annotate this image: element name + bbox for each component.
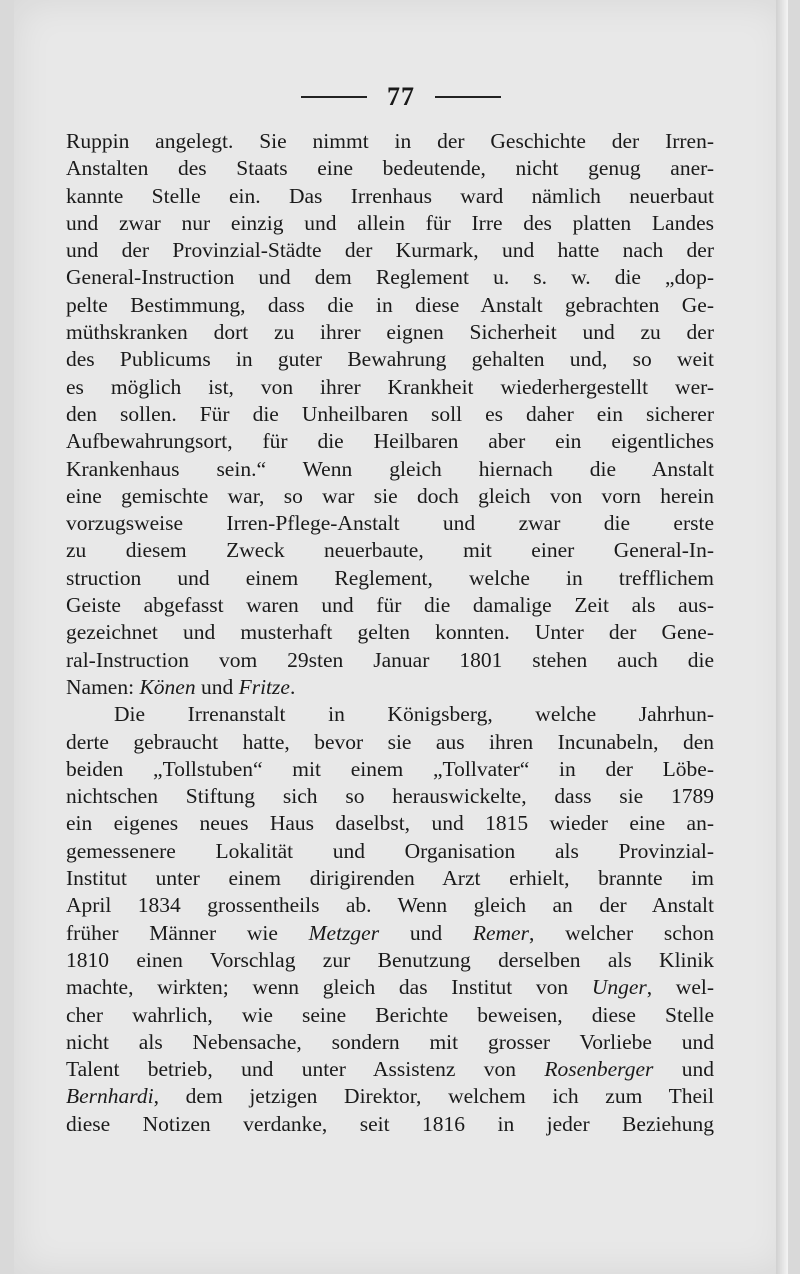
page-header — [14, 82, 788, 112]
text-run: , welcher schon — [528, 920, 714, 945]
text-run: , dem jetzigen Direktor, welchem ich zum Theil — [153, 1084, 714, 1109]
italic-name: Remer — [472, 920, 529, 945]
italic-name: Metzger — [308, 920, 380, 945]
text-line: vorzugsweise Irren-Pflege-Anstalt und zwar die erste — [66, 511, 714, 536]
text-line: den sollen. Für die Unheilbaren soll es daher ein sicherer — [66, 401, 714, 426]
text-line: es möglich ist, von ihrer Krankheit wiederhergestellt wer- — [66, 374, 714, 399]
text-run: und — [379, 920, 473, 945]
text-line: nichtschen Stiftung sich so herauswickelte, dass sie 1789 — [66, 784, 714, 809]
text-line: diese Notizen verdanke, seit 1816 in jeder Beziehung — [66, 1111, 714, 1136]
text-line: müthskranken dort zu ihrer eignen Sicherheit und zu der — [66, 320, 714, 345]
italic-name: Rosenberger — [544, 1057, 654, 1082]
text-run: Talent betrieb, und unter Assistenz von — [66, 1057, 545, 1082]
italic-name: Unger — [591, 975, 647, 1000]
text-line — [66, 674, 714, 701]
text-line: Institut unter einem dirigirenden Arzt erhielt, brannte im — [66, 866, 714, 891]
text-run: und — [195, 674, 239, 699]
text-run: , wel- — [646, 975, 715, 1000]
text-line: Anstalten des Staats eine bedeutende, nicht genug aner- — [66, 156, 714, 181]
text-line — [66, 920, 714, 947]
text-line: Krankenhaus sein.“ Wenn gleich hiernach die Anstalt — [66, 456, 714, 481]
text-line: Ruppin angelegt. Sie nimmt in der Geschichte der Irren- — [66, 129, 714, 153]
text-line: beiden „Tollstuben“ mit einem „Tollvater“ in der Löbe- — [66, 756, 714, 781]
text-line: des Publicums in guter Bewahrung gehalten und, so weit — [66, 347, 714, 372]
text-line: pelte Bestimmung, dass die in diese Anstalt gebrachten Ge- — [66, 292, 714, 317]
text-line — [66, 974, 714, 1001]
text-line: ral-Instruction vom 29sten Januar 1801 stehen auch die — [66, 647, 714, 672]
text-line: General-Instruction und dem Reglement u. s. w. die „dop- — [66, 265, 714, 290]
italic-name: Bernhardi — [66, 1084, 154, 1109]
text-run: . — [289, 674, 296, 699]
text-line: eine gemischte war, so war sie doch gleich von vorn herein — [66, 483, 714, 508]
italic-name: Fritze — [238, 674, 290, 699]
text-line — [66, 1083, 714, 1110]
text-line: nicht als Nebensache, sondern mit grosser Vorliebe und — [66, 1029, 714, 1054]
text-line: struction und einem Reglement, welche in trefflichem — [66, 565, 714, 590]
text-line: Geiste abgefasst waren und für die damalige Zeit als aus- — [66, 593, 714, 618]
text-line: kannte Stelle ein. Das Irrenhaus ward nämlich neuerbaut — [66, 183, 714, 208]
text-line: gemessenere Lokalität und Organisation als Provinzial- — [66, 838, 714, 863]
body-text — [66, 128, 714, 1138]
text-run: Namen: — [66, 674, 140, 699]
text-line: 1810 einen Vorschlag zur Benutzung derselben als Klinik — [66, 947, 714, 972]
text-line: zu diesem Zweck neuerbaute, mit einer General-In- — [66, 538, 714, 563]
text-run: machte, wirkten; wenn gleich das Institut von — [66, 975, 592, 1000]
book-page — [14, 0, 788, 1274]
text-run: früher Männer wie — [66, 920, 309, 945]
text-line: und der Provinzial-Städte der Kurmark, und hatte nach der — [66, 238, 714, 263]
text-run: und — [653, 1057, 714, 1082]
text-line: cher wahrlich, wie seine Berichte beweisen, diese Stelle — [66, 1002, 714, 1027]
text-line — [66, 1056, 714, 1083]
text-line: Aufbewahrungsort, für die Heilbaren aber ein eigentliches — [66, 429, 714, 454]
header-rule-left — [301, 96, 367, 98]
text-line: derte gebraucht hatte, bevor sie aus ihren Incunabeln, den — [66, 729, 714, 754]
page-number: 77 — [387, 82, 415, 111]
text-line: gezeichnet und musterhaft gelten konnten. Unter der Gene- — [66, 620, 714, 645]
page-edge-shadow — [776, 0, 788, 1274]
text-line: ein eigenes neues Haus daselbst, und 1815 wieder eine an- — [66, 811, 714, 836]
header-rule-right — [435, 96, 501, 98]
text-line: April 1834 grossentheils ab. Wenn gleich an der Anstalt — [66, 893, 714, 918]
text-line: und zwar nur einzig und allein für Irre des platten Landes — [66, 210, 714, 235]
paragraph-start-line: Die Irrenanstalt in Königsberg, welche Jahrhun- — [114, 702, 714, 727]
italic-name: Könen — [139, 674, 196, 699]
